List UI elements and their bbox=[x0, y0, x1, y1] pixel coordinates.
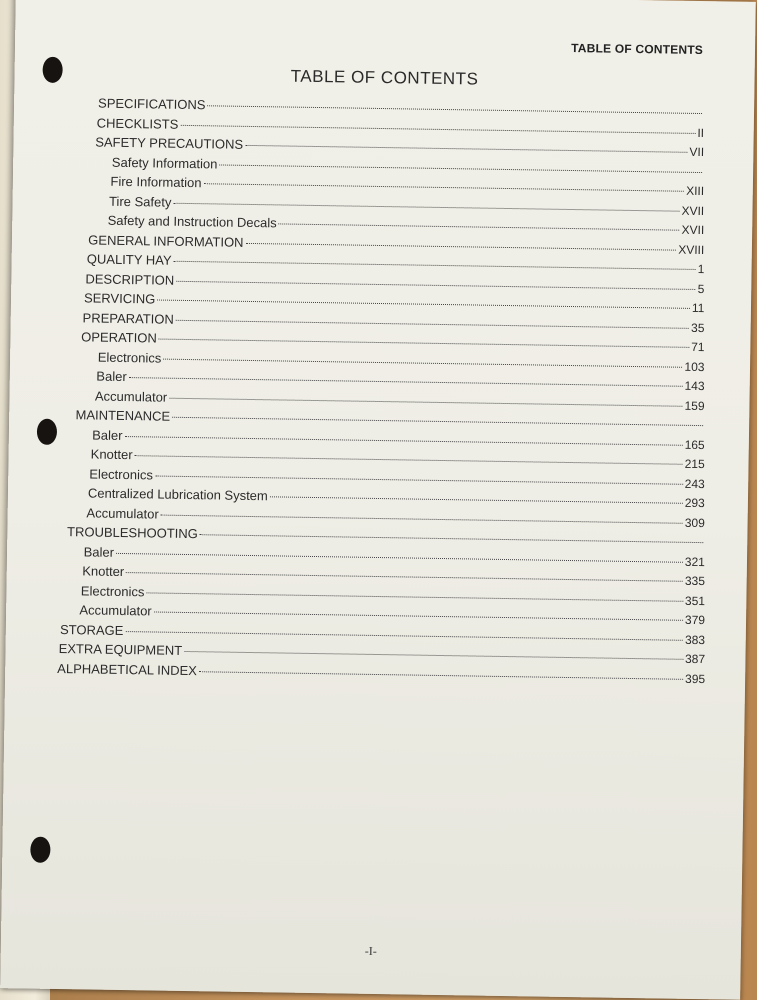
dot-leader bbox=[200, 535, 703, 544]
toc-entry-label: PREPARATION bbox=[82, 310, 174, 327]
dot-leader bbox=[125, 631, 683, 641]
running-head: TABLE OF CONTENTS bbox=[571, 40, 704, 58]
table-of-contents bbox=[14, 94, 754, 687]
dot-leader bbox=[207, 105, 702, 114]
dot-leader bbox=[169, 397, 682, 406]
toc-entry-page: XVIII bbox=[678, 242, 705, 257]
toc-entry-label: Centralized Lubrication System bbox=[87, 485, 268, 504]
toc-entry-page: 71 bbox=[691, 340, 705, 355]
toc-entry-page: 383 bbox=[684, 632, 706, 648]
dot-leader bbox=[270, 497, 683, 504]
dot-leader bbox=[199, 671, 683, 680]
toc-entry-page: VII bbox=[689, 144, 705, 160]
toc-entry-label: SAFETY PRECAUTIONS bbox=[95, 134, 244, 152]
dot-leader bbox=[124, 436, 682, 446]
toc-entry-page: XIII bbox=[686, 183, 705, 199]
dot-leader bbox=[172, 417, 702, 426]
toc-entry-label: Knotter bbox=[90, 446, 133, 463]
dot-leader bbox=[184, 651, 683, 660]
binder-hole bbox=[37, 419, 57, 445]
dot-leader bbox=[176, 280, 695, 289]
dot-leader bbox=[116, 553, 683, 563]
toc-entry-label: SPECIFICATIONS bbox=[98, 95, 206, 113]
toc-entry-page: 5 bbox=[697, 281, 705, 296]
dot-leader bbox=[126, 572, 683, 582]
toc-entry-page: 379 bbox=[684, 613, 706, 628]
toc-entry-label: Baler bbox=[96, 368, 127, 385]
dot-leader bbox=[163, 358, 682, 367]
dot-leader bbox=[146, 592, 683, 601]
dot-leader bbox=[157, 300, 690, 309]
toc-entry-page: 351 bbox=[684, 593, 706, 609]
dot-leader bbox=[159, 339, 689, 348]
dot-leader bbox=[155, 475, 683, 484]
toc-entry-label: GENERAL INFORMATION bbox=[88, 232, 244, 250]
toc-entry-page: 395 bbox=[685, 671, 706, 687]
dot-leader bbox=[245, 242, 676, 250]
toc-entry-label: Safety and Instruction Decals bbox=[107, 212, 277, 231]
toc-entry-label: Tire Safety bbox=[108, 193, 172, 210]
toc-entry-label: TROUBLESHOOTING bbox=[66, 524, 198, 542]
dot-leader bbox=[129, 377, 683, 387]
toc-entry-label: Baler bbox=[83, 544, 115, 560]
dot-leader bbox=[219, 164, 702, 173]
toc-entry-label: Accumulator bbox=[94, 388, 168, 405]
toc-entry-page: II bbox=[697, 125, 705, 140]
dot-leader bbox=[161, 514, 683, 523]
toc-entry-label: Electronics bbox=[97, 349, 162, 366]
toc-entry-page: 165 bbox=[684, 437, 705, 452]
toc-entry-label: DESCRIPTION bbox=[85, 271, 175, 288]
dot-leader bbox=[135, 455, 683, 465]
toc-entry-page: 143 bbox=[684, 379, 705, 394]
toc-entry-label: QUALITY HAY bbox=[86, 251, 172, 268]
binder-hole bbox=[30, 837, 50, 863]
toc-entry-label: EXTRA EQUIPMENT bbox=[58, 641, 183, 659]
page-title: TABLE OF CONTENTS bbox=[290, 66, 479, 89]
toc-entry-label: Baler bbox=[92, 427, 123, 443]
dot-leader bbox=[245, 145, 687, 153]
dot-leader bbox=[154, 612, 683, 621]
toc-entry-page: 103 bbox=[684, 359, 705, 374]
toc-entry-label: ALPHABETICAL INDEX bbox=[57, 660, 198, 679]
toc-entry-page: 293 bbox=[684, 496, 705, 511]
toc-entry-page: XVII bbox=[681, 222, 705, 238]
dot-leader bbox=[203, 183, 684, 192]
dot-leader bbox=[173, 202, 679, 211]
toc-entry-label: Electronics bbox=[80, 583, 145, 600]
toc-entry-label: Knotter bbox=[82, 563, 125, 580]
dot-leader bbox=[176, 319, 689, 328]
dot-leader bbox=[180, 124, 695, 133]
toc-entry-label: Electronics bbox=[89, 466, 154, 483]
toc-entry-label: STORAGE bbox=[59, 621, 124, 638]
dot-leader bbox=[174, 261, 696, 270]
toc-entry-label: Fire Information bbox=[110, 173, 202, 191]
toc-entry-page: 321 bbox=[684, 554, 706, 570]
toc-entry-page: 243 bbox=[684, 476, 705, 491]
toc-entry-label: Accumulator bbox=[86, 505, 159, 522]
toc-entry-label: MAINTENANCE bbox=[75, 407, 171, 424]
toc-entry-label: OPERATION bbox=[81, 329, 157, 346]
toc-entry-page: 309 bbox=[684, 515, 705, 530]
toc-entry-page: 387 bbox=[684, 652, 706, 667]
dot-leader bbox=[279, 224, 680, 231]
toc-entry-page: XVII bbox=[681, 203, 705, 218]
toc-entry-page: 159 bbox=[684, 398, 705, 413]
toc-entry-label: SERVICING bbox=[83, 290, 156, 307]
toc-entry-label: Accumulator bbox=[79, 602, 152, 619]
toc-entry-label: CHECKLISTS bbox=[96, 115, 179, 132]
toc-entry-page: 1 bbox=[697, 262, 705, 277]
toc-entry-page: 215 bbox=[684, 457, 705, 472]
toc-entry-label: Safety Information bbox=[111, 154, 218, 171]
toc-entry-page: 35 bbox=[690, 320, 705, 335]
toc-entry-page: 335 bbox=[684, 574, 706, 589]
page-number: -I- bbox=[364, 943, 377, 959]
toc-entry-page: 11 bbox=[691, 301, 705, 316]
